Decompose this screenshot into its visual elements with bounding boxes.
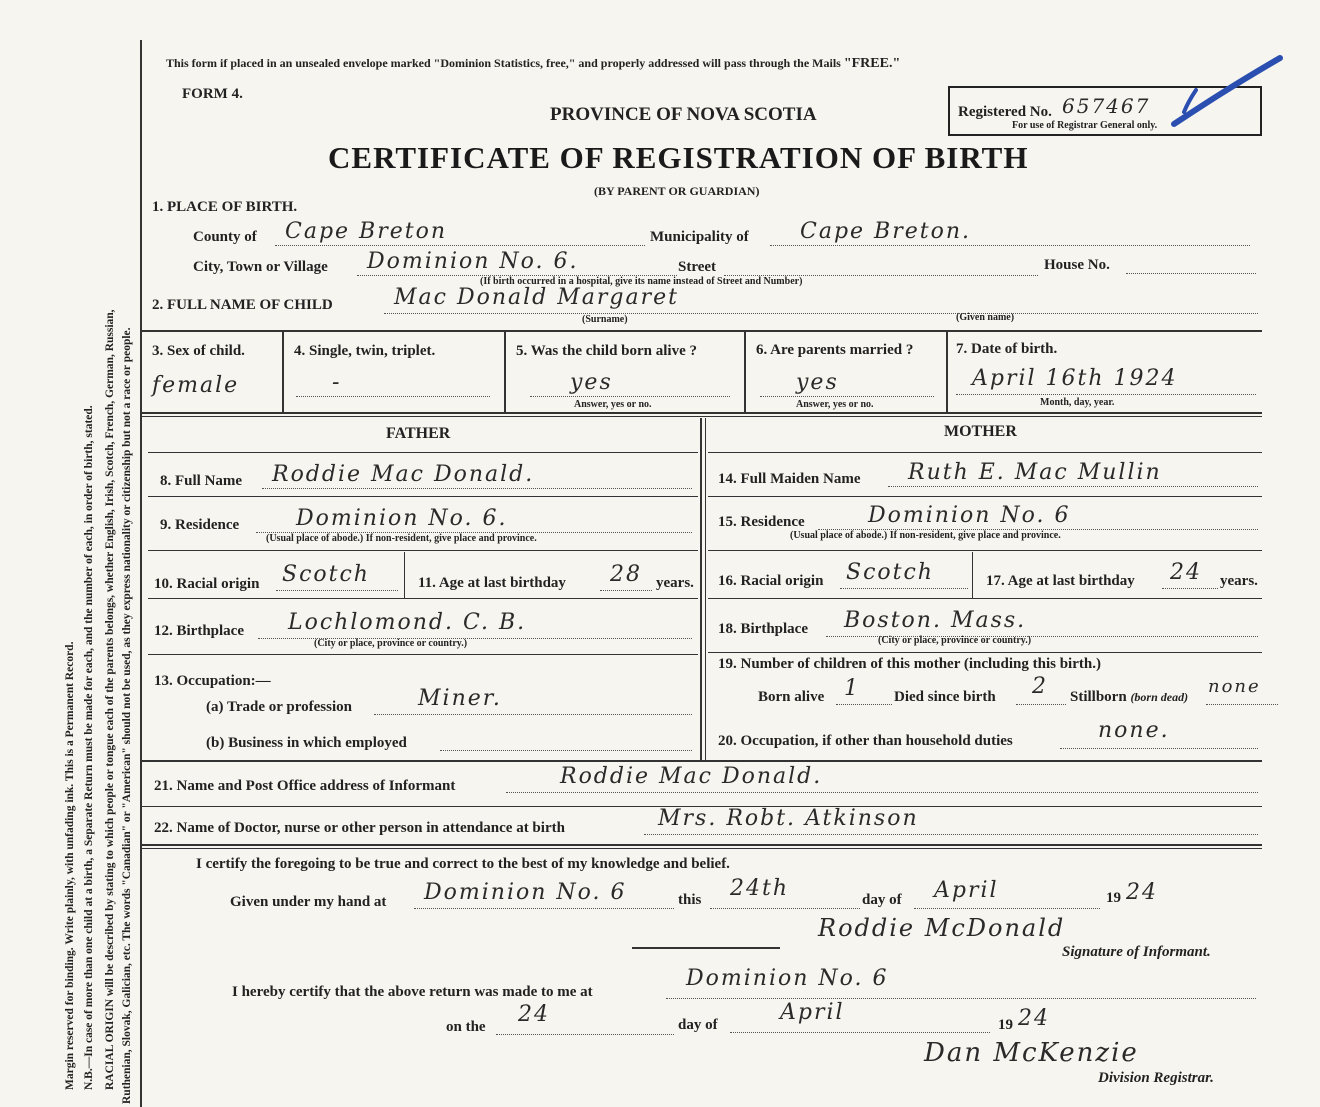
mother-heading: MOTHER xyxy=(944,423,1017,440)
informant-label: 21. Name and Post Office address of Informant xyxy=(154,778,456,794)
father-racial-label: 10. Racial origin xyxy=(154,576,260,592)
mother-residence-field: Dominion No. 6 xyxy=(818,507,1258,530)
registrar-day-of-label: day of xyxy=(678,1017,718,1033)
this-label: this xyxy=(678,892,702,908)
father-birthplace-note: (City or place, province or country.) xyxy=(314,638,468,649)
given-year-prefix: 19 xyxy=(1106,890,1121,906)
surname-note: (Surname) xyxy=(582,314,628,325)
mother-racial-label: 16. Racial origin xyxy=(718,573,824,589)
informant-signature-label: Signature of Informant. xyxy=(1062,944,1211,960)
father-business-label: (b) Business in which employed xyxy=(206,735,407,751)
sex-label: 3. Sex of child. xyxy=(152,343,245,359)
child-name-label: 2. FULL NAME OF CHILD xyxy=(152,297,333,313)
house-number-label: House No. xyxy=(1044,257,1110,273)
father-heading: FATHER xyxy=(386,425,451,442)
parents-married-field: yes xyxy=(760,376,934,397)
mother-birthplace-field: Boston. Mass. xyxy=(826,614,1258,637)
father-trade-label: (a) Trade or profession xyxy=(206,699,352,715)
place-of-birth-heading: 1. PLACE OF BIRTH. xyxy=(152,199,298,215)
date-of-birth-field: April 16th 1924 xyxy=(956,374,1256,395)
mother-birthplace-note: (City or place, province or country.) xyxy=(878,635,1032,646)
mother-rule xyxy=(708,452,1262,453)
mother-occupation-label: 20. Occupation, if other than household duties xyxy=(718,733,1013,749)
blue-check-mark xyxy=(1170,52,1285,132)
registrar-year-prefix: 19 xyxy=(998,1017,1013,1033)
father-racial-field: Scotch xyxy=(276,568,398,591)
mother-birthplace-label: 18. Birthplace xyxy=(718,621,808,637)
mother-rule xyxy=(708,652,1262,653)
mother-age-field: 24 xyxy=(1162,566,1218,589)
municipality-field: Cape Breton. xyxy=(770,221,1250,246)
father-rule xyxy=(148,550,698,551)
on-the-label: on the xyxy=(446,1019,486,1035)
father-residence-field: Dominion No. 6. xyxy=(256,510,692,533)
child-name-field: Mac Donald Margaret xyxy=(384,289,1258,314)
given-month-field: April xyxy=(914,886,1100,909)
mother-rule xyxy=(708,550,1262,551)
cell-divider xyxy=(404,552,405,598)
registrar-year-value: 24 xyxy=(1018,1006,1050,1031)
given-day-field: 24th xyxy=(710,886,860,909)
sex-value: female xyxy=(152,373,240,398)
father-occupation-label: 13. Occupation:— xyxy=(154,673,271,689)
date-of-birth-note: Month, day, year. xyxy=(1040,397,1115,408)
mother-occupation-field: none. xyxy=(1060,726,1258,749)
rule-below-parents xyxy=(142,760,1262,762)
stillborn-label: Stillborn (born dead) xyxy=(1070,689,1189,705)
province-heading: PROVINCE OF NOVA SCOTIA xyxy=(550,104,817,125)
rule-above-parents xyxy=(142,412,1262,414)
registrar-statement: I hereby certify that the above return was made to me at xyxy=(232,984,593,1000)
father-trade-field: Miner. xyxy=(374,692,692,715)
municipality-label: Municipality of xyxy=(650,229,749,245)
mother-name-label: 14. Full Maiden Name xyxy=(718,471,861,487)
cell-divider xyxy=(744,332,746,412)
mother-name-field: Ruth E. Mac Mullin xyxy=(888,464,1258,487)
died-since-birth-label: Died since birth xyxy=(894,689,996,705)
binding-margin-rule xyxy=(140,40,142,1107)
county-field: Cape Breton xyxy=(275,221,645,246)
father-rule xyxy=(148,496,698,497)
city-label: City, Town or Village xyxy=(193,259,328,275)
born-alive-count-label: Born alive xyxy=(758,689,825,705)
born-alive-field: yes xyxy=(530,376,730,397)
registrar-signature: Dan McKenzie xyxy=(924,1038,1139,1068)
given-year-value: 24 xyxy=(1126,880,1158,905)
given-day-of-label: day of xyxy=(862,892,902,908)
rule-above-certification xyxy=(142,844,1262,846)
mother-rule xyxy=(708,496,1262,497)
father-business-field xyxy=(440,728,692,751)
informant-field: Roddie Mac Donald. xyxy=(506,770,1258,793)
father-rule xyxy=(148,598,698,599)
house-number-field xyxy=(1126,251,1256,274)
father-name-label: 8. Full Name xyxy=(160,473,243,489)
doctor-field: Mrs. Robt. Atkinson xyxy=(644,812,1258,835)
father-name-field: Roddie Mac Donald. xyxy=(262,466,692,489)
street-field xyxy=(724,251,1038,276)
parents-column-divider-thin xyxy=(705,418,706,760)
rule-above-parents-thin xyxy=(142,416,1262,417)
registrar-day-field: 24 xyxy=(496,1012,674,1035)
certificate-subtitle: (BY PARENT OR GUARDIAN) xyxy=(594,184,760,198)
mother-age-label: 17. Age at last birthday xyxy=(986,573,1135,589)
registered-label: Registered No. xyxy=(958,104,1052,120)
mother-racial-field: Scotch xyxy=(840,566,968,589)
cell-divider xyxy=(282,332,284,412)
mother-children-label: 19. Number of children of this mother (including this birth.) xyxy=(718,656,1101,672)
stillborn-field: none xyxy=(1206,682,1278,705)
multiplicity-field: - xyxy=(296,376,490,397)
mail-notice: This form if placed in an unsealed envelope marked "Dominion Statistics, free," and properly addressed will pass through the Mails "FREE." xyxy=(166,56,901,71)
parents-married-note: Answer, yes or no. xyxy=(796,399,874,410)
given-place-field: Dominion No. 6 xyxy=(414,886,674,909)
cell-divider xyxy=(504,332,506,412)
given-name-note: (Given name) xyxy=(956,312,1015,323)
mother-age-unit: years. xyxy=(1220,573,1258,589)
margin-note-multiple-births: N.B.—In case of more than one child at a birth, a Separate Return must be made for each, and the number of each, in order of birth, stated. xyxy=(83,405,95,1090)
margin-note-binding: Margin reserved for binding. Write plainly, with unfading ink. This is a Permanent Record. xyxy=(64,641,76,1090)
margin-note-racial-origin-2: Ruthenian, Slovak, Galician, etc. The words "Canadian" or "American" should not be used, as they express nationality or citizenship but not a race or people. xyxy=(121,327,133,1104)
born-alive-count-field: 1 xyxy=(836,682,892,705)
form-number: FORM 4. xyxy=(182,86,243,102)
father-rule xyxy=(148,452,698,453)
registrar-month-field: April xyxy=(730,1010,990,1033)
father-birthplace-field: Lochlomond. C. B. xyxy=(258,616,692,639)
parents-column-divider xyxy=(700,418,702,760)
father-age-label: 11. Age at last birthday xyxy=(418,575,566,591)
multiplicity-label: 4. Single, twin, triplet. xyxy=(294,343,436,359)
born-alive-note: Answer, yes or no. xyxy=(574,399,652,410)
certificate-title: CERTIFICATE OF REGISTRATION OF BIRTH xyxy=(328,140,1029,175)
margin-note-racial-origin-1: RACIAL ORIGIN will be described by stating to which people or tongue each of the parents belongs, whether English, Irish, Scotch, French, German, Russian, xyxy=(104,309,116,1090)
city-field: Dominion No. 6. xyxy=(357,251,677,276)
rule-above-items-3-7 xyxy=(142,330,1262,332)
informant-signature: Roddie McDonald xyxy=(818,914,1066,942)
division-registrar-label: Division Registrar. xyxy=(1098,1070,1214,1086)
mother-residence-label: 15. Residence xyxy=(718,514,805,530)
certify-statement: I certify the foregoing to be true and correct to the best of my knowledge and belief. xyxy=(196,856,730,872)
registrar-note: For use of Registrar General only. xyxy=(1012,120,1158,131)
cell-divider xyxy=(946,332,948,412)
father-age-unit: years. xyxy=(656,575,694,591)
registrar-place-field: Dominion No. 6 xyxy=(666,976,1256,999)
given-under-hand-label: Given under my hand at xyxy=(230,894,387,910)
mother-rule xyxy=(708,598,1262,599)
rule-above-certification-thin xyxy=(142,848,1262,849)
doctor-label: 22. Name of Doctor, nurse or other person in attendance at birth xyxy=(154,820,565,836)
born-alive-label: 5. Was the child born alive ? xyxy=(516,343,697,359)
mother-residence-note: (Usual place of abode.) If non-resident, give place and province. xyxy=(790,530,1061,541)
father-age-field: 28 xyxy=(600,568,652,591)
father-residence-label: 9. Residence xyxy=(160,517,240,533)
died-since-birth-field: 2 xyxy=(1016,682,1066,705)
cell-divider xyxy=(972,552,973,598)
registered-number: 657467 xyxy=(1062,94,1151,118)
parents-married-label: 6. Are parents married ? xyxy=(756,342,914,358)
date-of-birth-label: 7. Date of birth. xyxy=(956,341,1058,357)
signature-rule xyxy=(632,947,780,949)
county-label: County of xyxy=(193,229,257,245)
father-birthplace-label: 12. Birthplace xyxy=(154,623,244,639)
hospital-note: (If birth occurred in a hospital, give its name instead of Street and Number) xyxy=(480,276,803,287)
father-rule xyxy=(148,654,698,655)
father-residence-note: (Usual place of abode.) If non-resident, give place and province. xyxy=(266,533,537,544)
street-label: Street xyxy=(678,259,717,275)
